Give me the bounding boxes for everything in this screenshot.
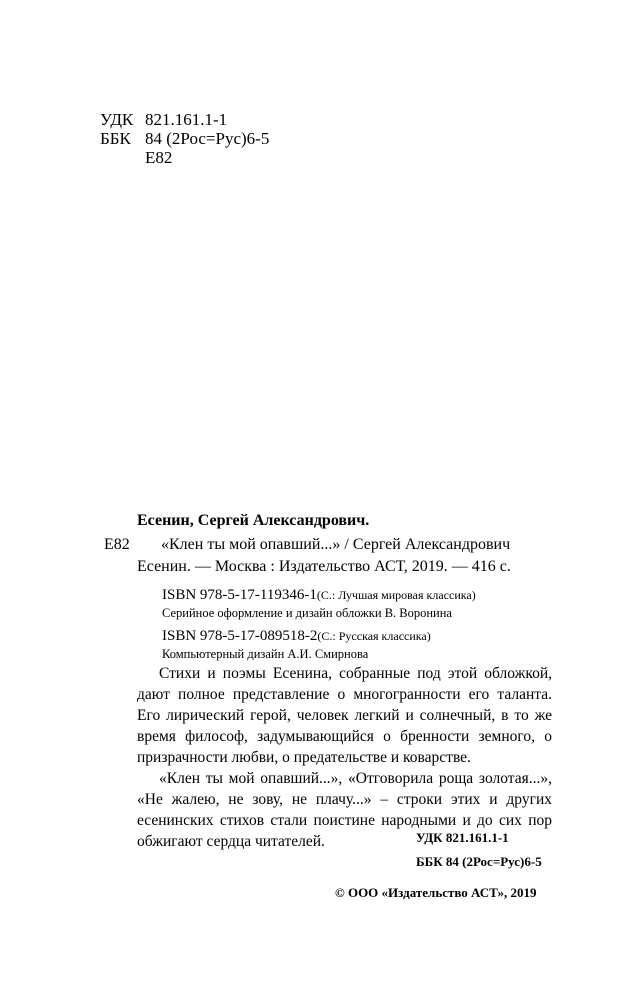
isbn-entry [162, 627, 431, 663]
bbk-value: 84 (2Рос=Рус)6-5 [145, 129, 270, 148]
bottom-classification [416, 826, 542, 874]
annotation-paragraph: Стихи и поэмы Есенина, собранные под этой обложкой, дают полное представление о многогранности его таланта. Его лирический герой, человек легкий и солнечный, в то же время философ, задумывающийся о бренности земного, о призрачности любви, о предательстве и коварстве. [137, 665, 552, 766]
bbk-row [100, 129, 269, 148]
isbn-series: (С.: Русская классика) [317, 629, 431, 643]
author-mark-top: Е82 [145, 148, 173, 167]
isbn-credit: Серийное оформление и дизайн обложки В. Воронина [162, 606, 452, 620]
isbn-number: ISBN 978-5-17-119346-1 [162, 587, 317, 603]
isbn-credit: Компьютерный дизайн А.И. Смирнова [162, 647, 369, 661]
bbk-label: ББК [100, 129, 131, 148]
author-heading: Есенин, Сергей Александрович. [137, 512, 370, 529]
isbn-entry [162, 586, 476, 622]
annotation [137, 663, 552, 852]
annotation-paragraph: «Клен ты мой опавший...», «Отговорила роща золотая...», «Не жалею, не зову, не плачу...» – строки этих и других есенинских стихов стали поистине народными и до сих пор обжигают сердца читателей. [137, 770, 552, 850]
copyright: © ООО «Издательство АСТ», 2019 [335, 885, 537, 900]
udk-bottom: УДК 821.161.1-1 [416, 830, 509, 845]
publication-line: Есенин. — Москва : Издательство АСТ, 2019. — 416 с. [137, 558, 511, 575]
top-classification [100, 110, 269, 167]
isbn-series: (С.: Лучшая мировая классика) [316, 588, 476, 602]
isbn-number: ISBN 978-5-17-089518-2 [162, 628, 318, 644]
udk-value: 821.161.1-1 [145, 110, 228, 129]
title-line: «Клен ты мой опавший...» / Сергей Александрович [161, 536, 511, 553]
udk-row [100, 110, 269, 129]
bbk-bottom: ББК 84 (2Рос=Рус)6-5 [416, 854, 542, 869]
author-mark: Е82 [104, 536, 130, 553]
udk-label: УДК [100, 110, 134, 129]
